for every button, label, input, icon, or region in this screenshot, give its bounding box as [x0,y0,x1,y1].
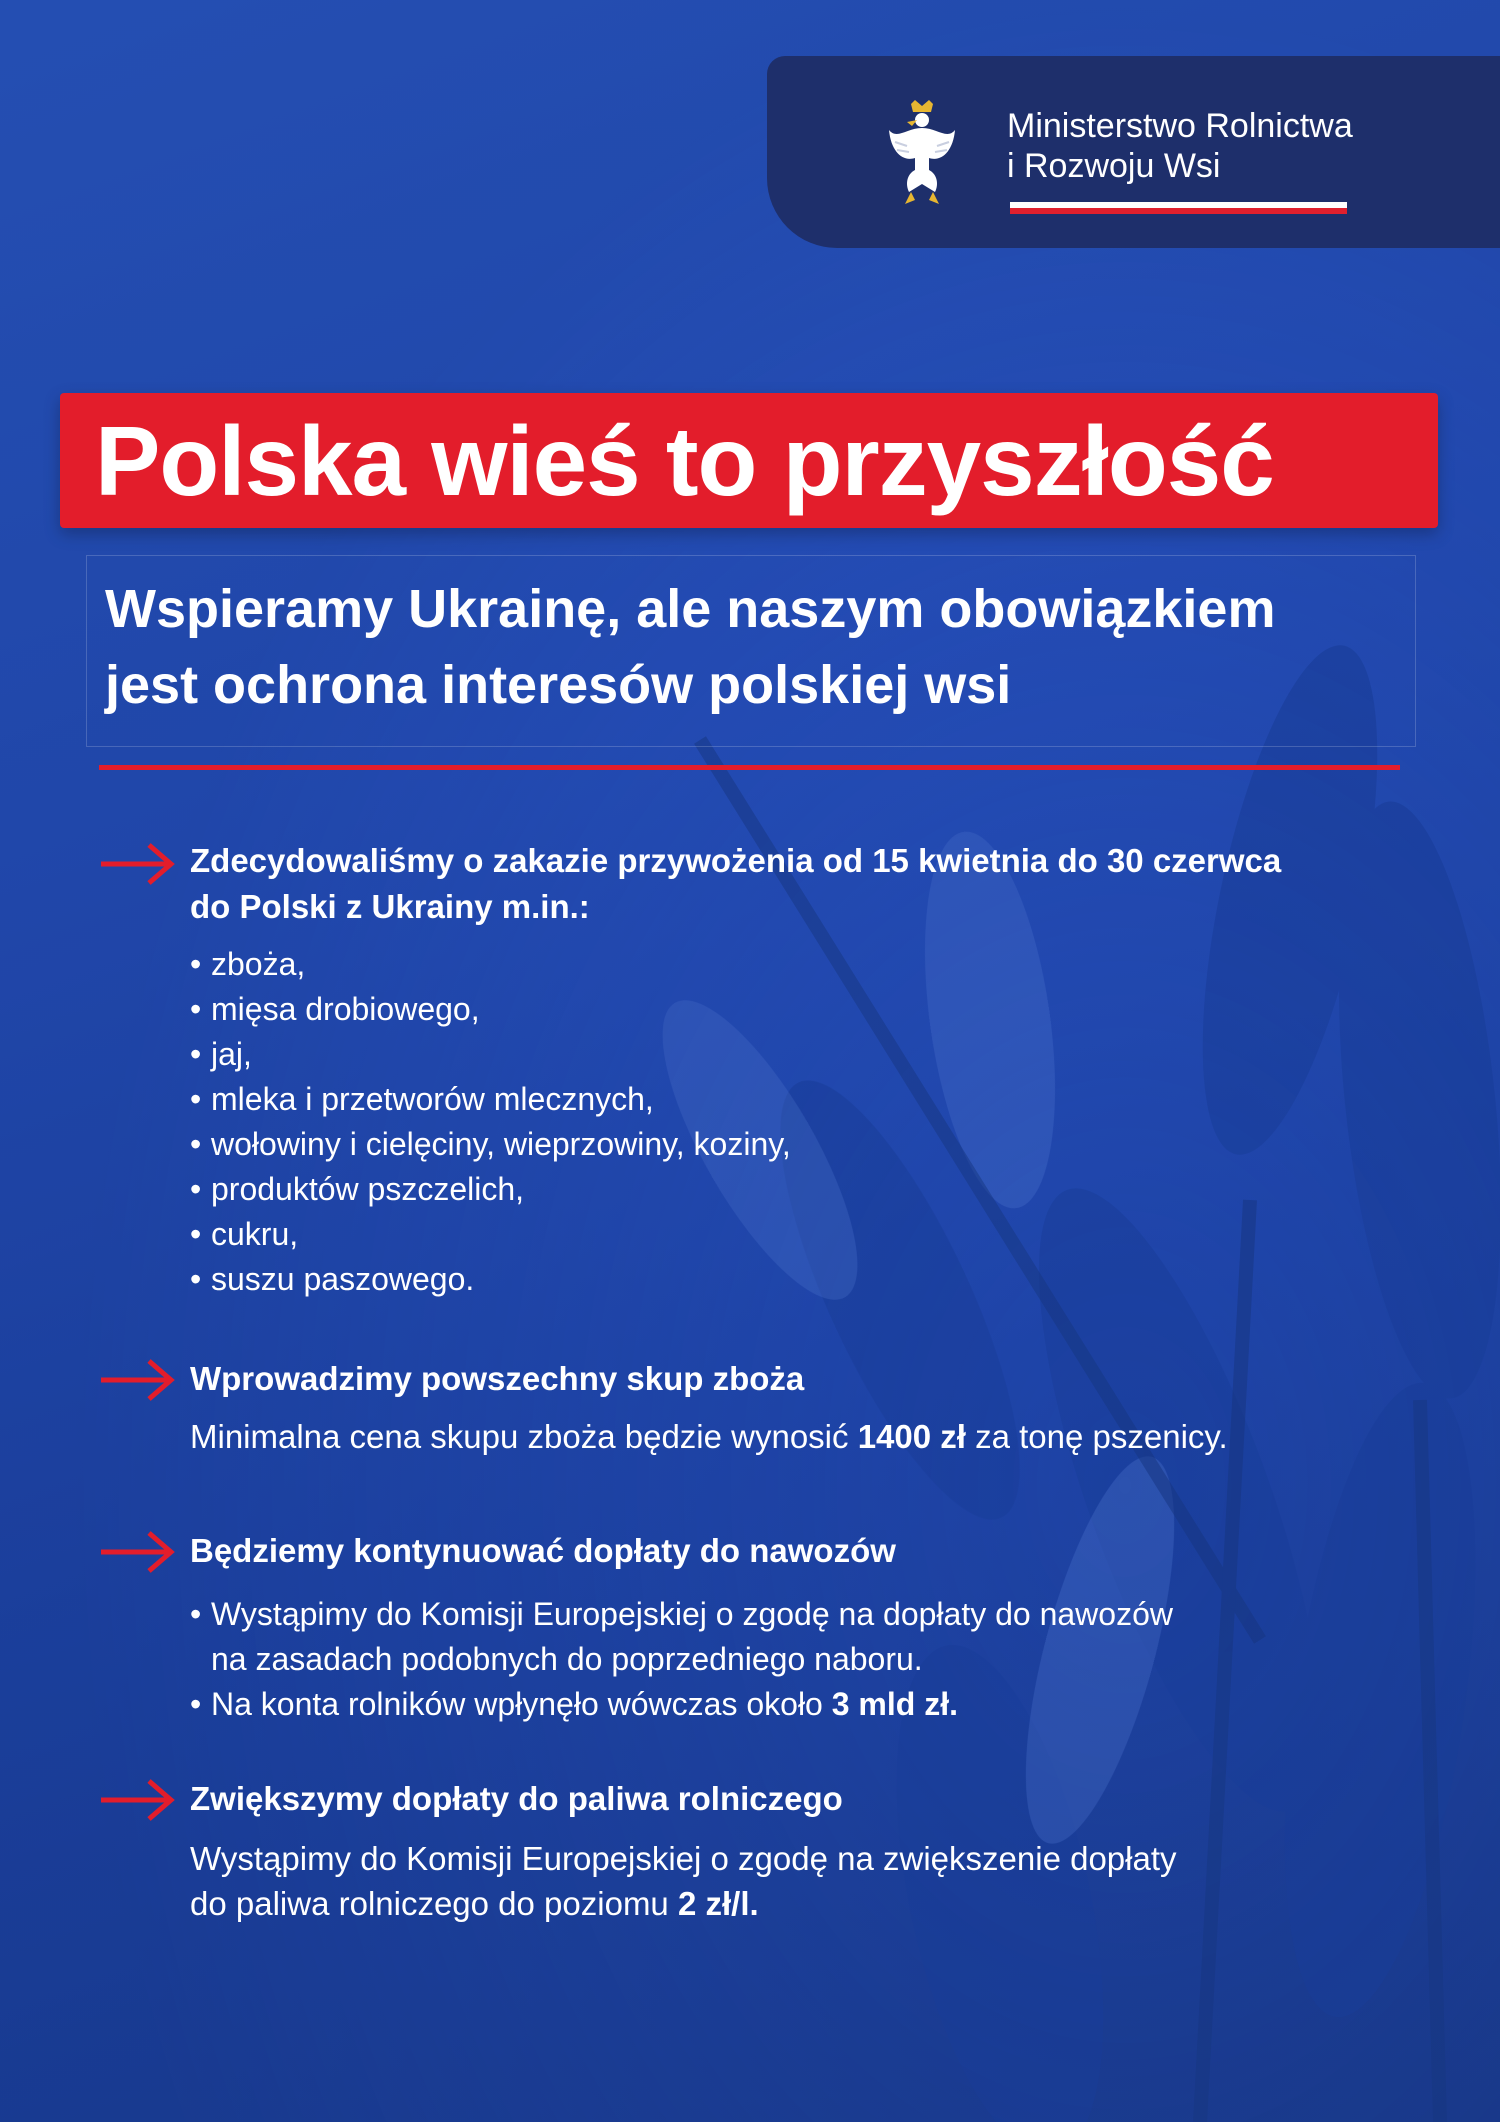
flag-stripe-red [1010,208,1347,214]
banned-products-list [190,942,791,1302]
subtitle-line1: Wspieramy Ukrainę, ale naszym obowiązkiem [105,579,1276,639]
list-item: • wołowiny i cielęciny, wieprzowiny, koziny, [190,1126,791,1162]
subtitle-box [86,555,1416,747]
section-heading-line2: do Polski z Ukrainy m.in.: [190,888,590,925]
section-heading [190,838,1281,930]
grain-price-text: Minimalna cena skupu zboża będzie wynosić 1400 zł za tonę pszenicy. [190,1418,1228,1455]
section-heading: Zwiększymy dopłaty do paliwa rolniczego [190,1780,843,1817]
arrow-right-icon [99,842,175,886]
poster-title: Polska wieś to przyszłość [95,406,1274,516]
payout-amount: 3 mld zł. [831,1686,958,1722]
list-item: • Wystąpimy do Komisji Europejskiej o zgodę na dopłaty do nawozów [190,1596,1173,1632]
section-heading: Wprowadzimy powszechny skup zboża [190,1360,805,1397]
grain-price-value: 1400 zł [857,1418,966,1455]
list-item: • zboża, [190,946,306,982]
fuel-text-line2: do paliwa rolniczego do poziomu 2 zł/l. [190,1885,759,1922]
polish-eagle-icon [887,100,957,212]
ministry-name-line2: i Rozwoju Wsi [1007,147,1221,185]
list-item: • produktów pszczelich, [190,1171,525,1207]
list-item: • mięsa drobiowego, [190,991,480,1027]
list-item: • cukru, [190,1216,299,1252]
title-banner [60,393,1438,528]
section-heading: Będziemy kontynuować dopłaty do nawozów [190,1532,896,1569]
fertilizer-list [190,1592,1173,1727]
fuel-subsidy-level: 2 zł/l. [677,1885,759,1922]
list-item: • Na konta rolników wpłynęło wówczas około 3 mld zł. [190,1686,958,1722]
list-item: • mleka i przetworów mlecznych, [190,1081,654,1117]
arrow-right-icon [99,1358,175,1402]
subtitle-line2: jest ochrona interesów polskiej wsi [105,655,1012,715]
red-divider [99,765,1400,770]
ministry-header [767,56,1500,248]
ministry-name-line1: Ministerstwo Rolnictwa [1007,107,1353,145]
arrow-right-icon [99,1778,175,1822]
list-item: • jaj, [190,1036,252,1072]
arrow-right-icon [99,1530,175,1574]
list-item-continuation: na zasadach podobnych do poprzedniego naboru. [211,1641,923,1677]
poster-subtitle [105,571,1275,723]
section-heading-line1: Zdecydowaliśmy o zakazie przywożenia od 15 kwietnia do 30 czerwca [190,842,1282,879]
list-item: • suszu paszowego. [190,1261,475,1297]
fuel-text-line1: Wystąpimy do Komisji Europejskiej o zgodę na zwiększenie dopłaty [190,1840,1177,1877]
ministry-name [1007,106,1353,186]
